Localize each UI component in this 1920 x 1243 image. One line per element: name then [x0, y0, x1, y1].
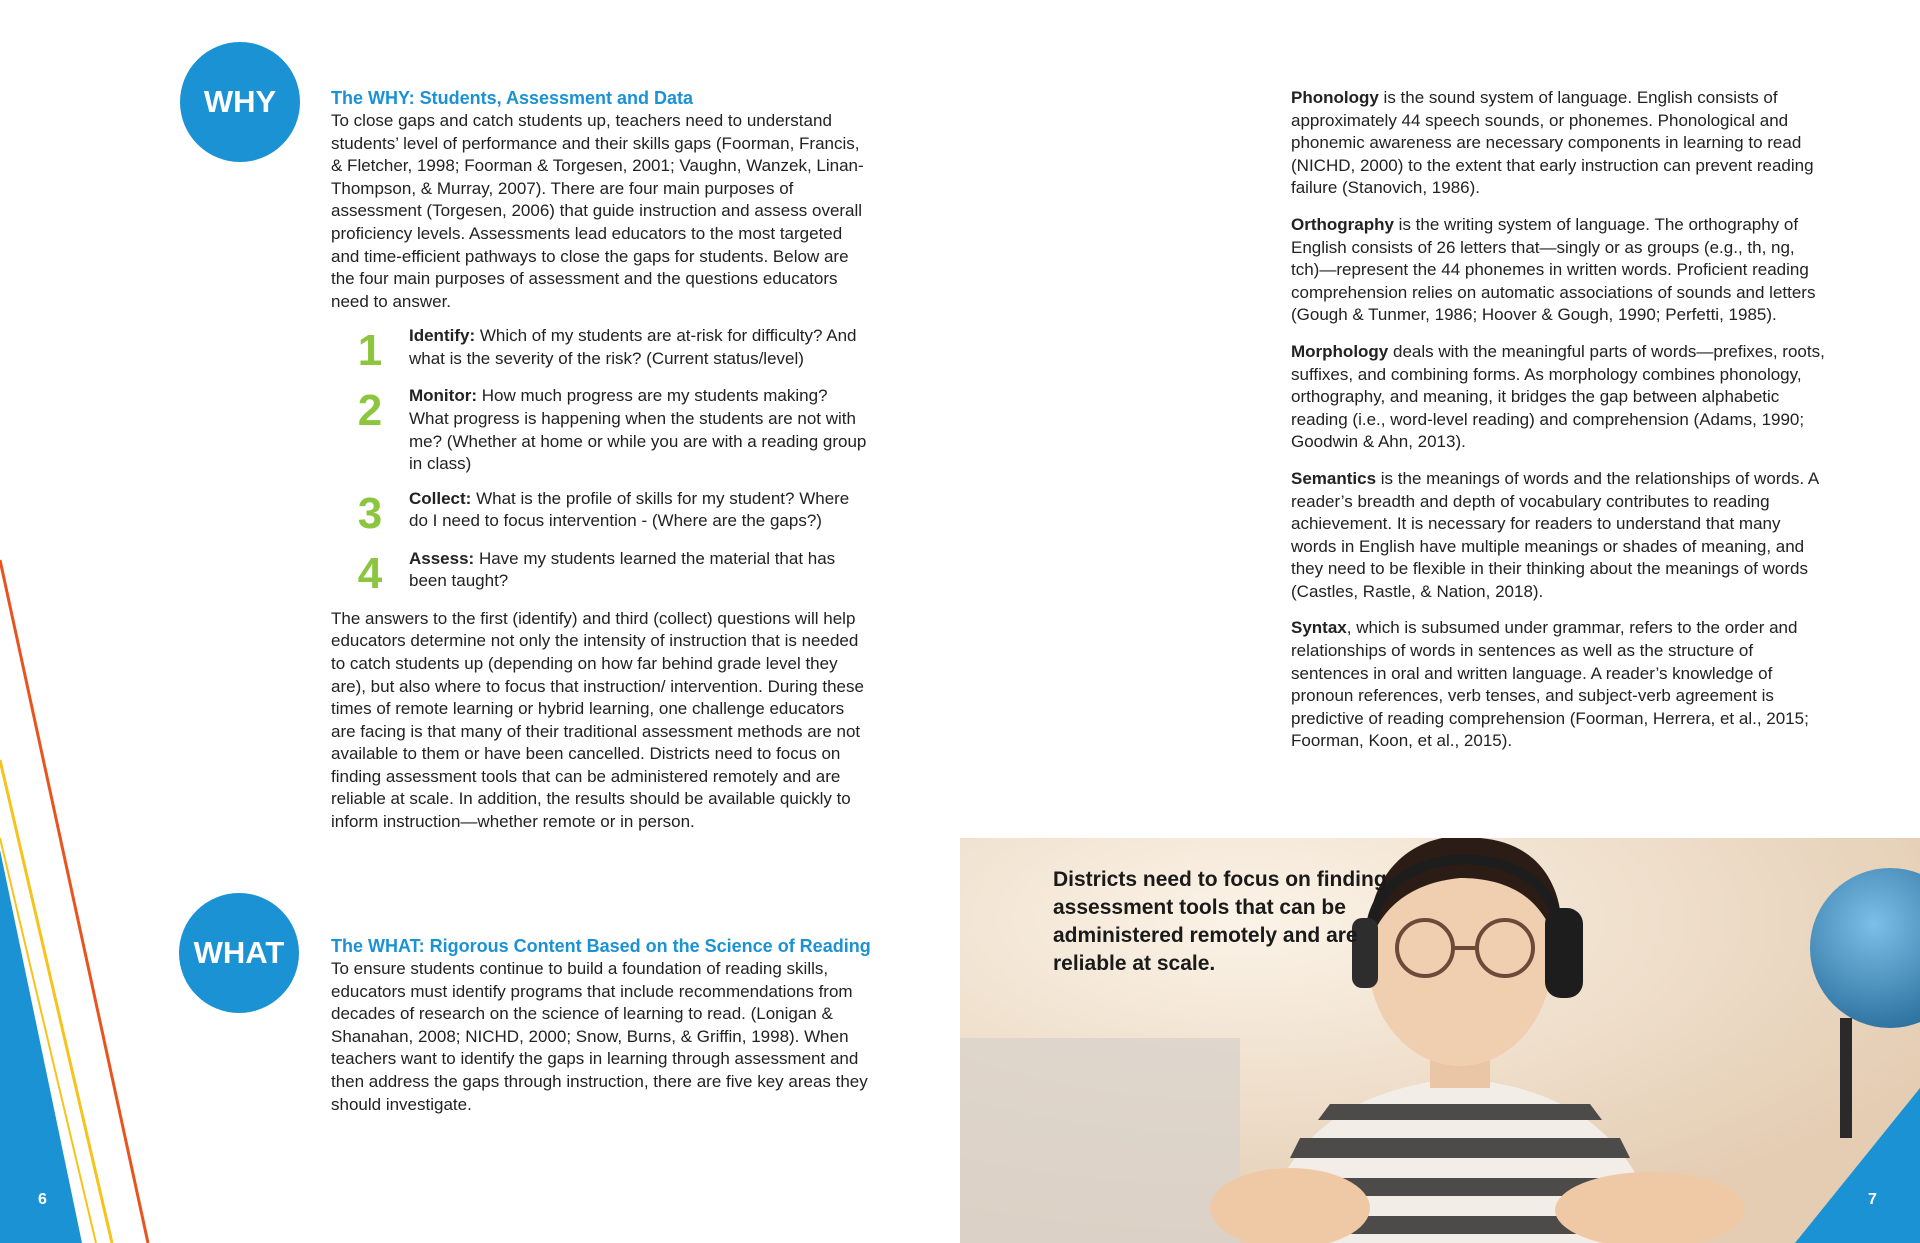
- step-label: Assess:: [409, 548, 475, 568]
- page-number-left: 6: [38, 1191, 47, 1208]
- why-badge-label: WHY: [203, 84, 277, 119]
- term-definition: is the meanings of words and the relationships of words. A reader’s breadth and depth of vocabulary contributes to reading achievement. It is necessary for readers to understand that many words in English have multiple meanings or shades of meaning, and they need to be flexible in their thinking about the meanings of words (Castles, Rastle, & Nation, 2018).: [1291, 468, 1819, 601]
- why-intro: To close gaps and catch students up, teachers need to understand students’ level of performance and their skills gaps (Foorman, Francis, & Fletcher, 1998; Foorman & Torgesen, 2001; Vaughn, Wanzek, Linan-Thompson, & Murray, 2007). There are four main purposes of assessment (Torgesen, 2006) that guide instruction and assess overall proficiency levels. Assessments lead educators to the most targeted and time-efficient pathways to close the gaps for students. Below are the four main purposes of assessment and the questions educators need to answer.: [331, 111, 864, 311]
- step-description: Have my students learned the material that has been taught?: [409, 548, 836, 591]
- term-name: Morphology: [1291, 341, 1389, 361]
- term-definition: is the writing system of language. The orthography of English consists of 26 letters that—singly or as groups (e.g., th, ng, tch)—represent the 44 phonemes in written words. Proficient reading comprehension relies on automatic associations of sounds and letters (Gough & Tunmer, 1986; Hoover & Gough, 1990; Perfetti, 1985).: [1291, 214, 1816, 325]
- why-section: [331, 86, 871, 834]
- step-number: 1: [357, 326, 383, 376]
- step-description: What is the profile of skills for my student? Where do I need to focus intervention - (Where are the gaps?): [409, 488, 850, 531]
- page-number-right: 7: [1868, 1191, 1877, 1208]
- term-block: [1291, 87, 1826, 200]
- why-badge: [180, 42, 300, 162]
- term-definition: , which is subsumed under grammar, refers to the order and relationships of words in sentences as well as the structure of sentences in oral and written language. A reader’s knowledge of pronoun references, verb tenses, and subject-verb agreement is predictive of reading comprehension (Foorman, Herrera, et al., 2015; Foorman, Koon, et al., 2015).: [1291, 618, 1809, 751]
- step-label: Identify:: [409, 326, 476, 346]
- term-block: [1291, 468, 1826, 604]
- purpose-item: [331, 548, 871, 596]
- step-number: 2: [357, 386, 383, 436]
- step-text: [409, 488, 871, 533]
- purpose-list: [331, 325, 871, 598]
- what-section: [331, 934, 871, 1116]
- term-block: [1291, 341, 1826, 454]
- term-name: Semantics: [1291, 468, 1377, 488]
- step-label: Collect:: [409, 488, 472, 508]
- step-text: [409, 548, 871, 593]
- term-block: [1291, 617, 1826, 753]
- term-name: Phonology: [1291, 88, 1379, 107]
- blue-triangle-left: [0, 850, 82, 1243]
- step-number: 4: [357, 548, 383, 598]
- step-number: 3: [357, 488, 383, 538]
- why-after: The answers to the first (identify) and third (collect) questions will help educators determine not only the intensity of instruction that is needed to catch students up (depending on how far behind grade level they are), but also where to focus that instruction/ intervention. During these times of remote learning or hybrid learning, one challenge educators are facing is that many of their traditional assessment methods are not available to them or have been cancelled. Districts need to focus on finding assessment tools that can be administered remotely and are reliable at scale. In addition, the results should be available quickly to inform instruction—whether remote or in person.: [331, 608, 864, 832]
- pull-quote: Districts need to focus on finding assessment tools that can be administered remotely and are reliable at scale.: [1053, 868, 1387, 975]
- term-name: Syntax: [1291, 618, 1347, 638]
- purpose-item: [331, 488, 871, 536]
- purpose-item: [331, 325, 871, 376]
- what-badge-label: WHAT: [193, 935, 285, 970]
- step-text: [409, 385, 871, 475]
- what-body: To ensure students continue to build a foundation of reading skills, educators must identify programs that include recommendations from decades of research on the science of learning to read. (Lonigan & Shanahan, 2008; NICHD, 2000; Snow, Burns, & Griffin, 1998). When teachers want to identify the gaps in learning through assessment and then address the gaps through instruction, there are five key areas they should investigate.: [331, 959, 868, 1114]
- term-name: Orthography: [1291, 214, 1394, 234]
- step-text: [409, 325, 871, 370]
- what-badge: [179, 893, 299, 1013]
- step-label: Monitor:: [409, 386, 477, 406]
- what-heading: The WHAT: Rigorous Content Based on the Science of Reading: [331, 936, 871, 956]
- key-areas: [1291, 87, 1826, 767]
- term-definition: deals with the meaningful parts of words—prefixes, roots, suffixes, and combining forms. As morphology combines phonology, orthography, and meaning, it bridges the gap between alphabetic reading (i.e., word-level reading) and comprehension (Adams, 1990; Goodwin & Ahn, 2013).: [1291, 341, 1825, 452]
- term-block: [1291, 214, 1826, 327]
- why-heading: The WHY: Students, Assessment and Data: [331, 88, 694, 108]
- step-description: How much progress are my students making? What progress is happening when the students are not with me? (Whether at home or while you are with a reading group in class): [409, 386, 867, 474]
- purpose-item: [331, 385, 871, 475]
- step-description: Which of my students are at-risk for difficulty? And what is the severity of the risk? (Current status/level): [409, 326, 857, 368]
- term-definition: is the sound system of language. English consists of approximately 44 speech sounds, or phonemes. Phonological and phonemic awareness are necessary components in learning to read (NICHD, 2000) to the extent that early instruction can prevent reading failure (Stanovich, 1986).: [1291, 88, 1814, 198]
